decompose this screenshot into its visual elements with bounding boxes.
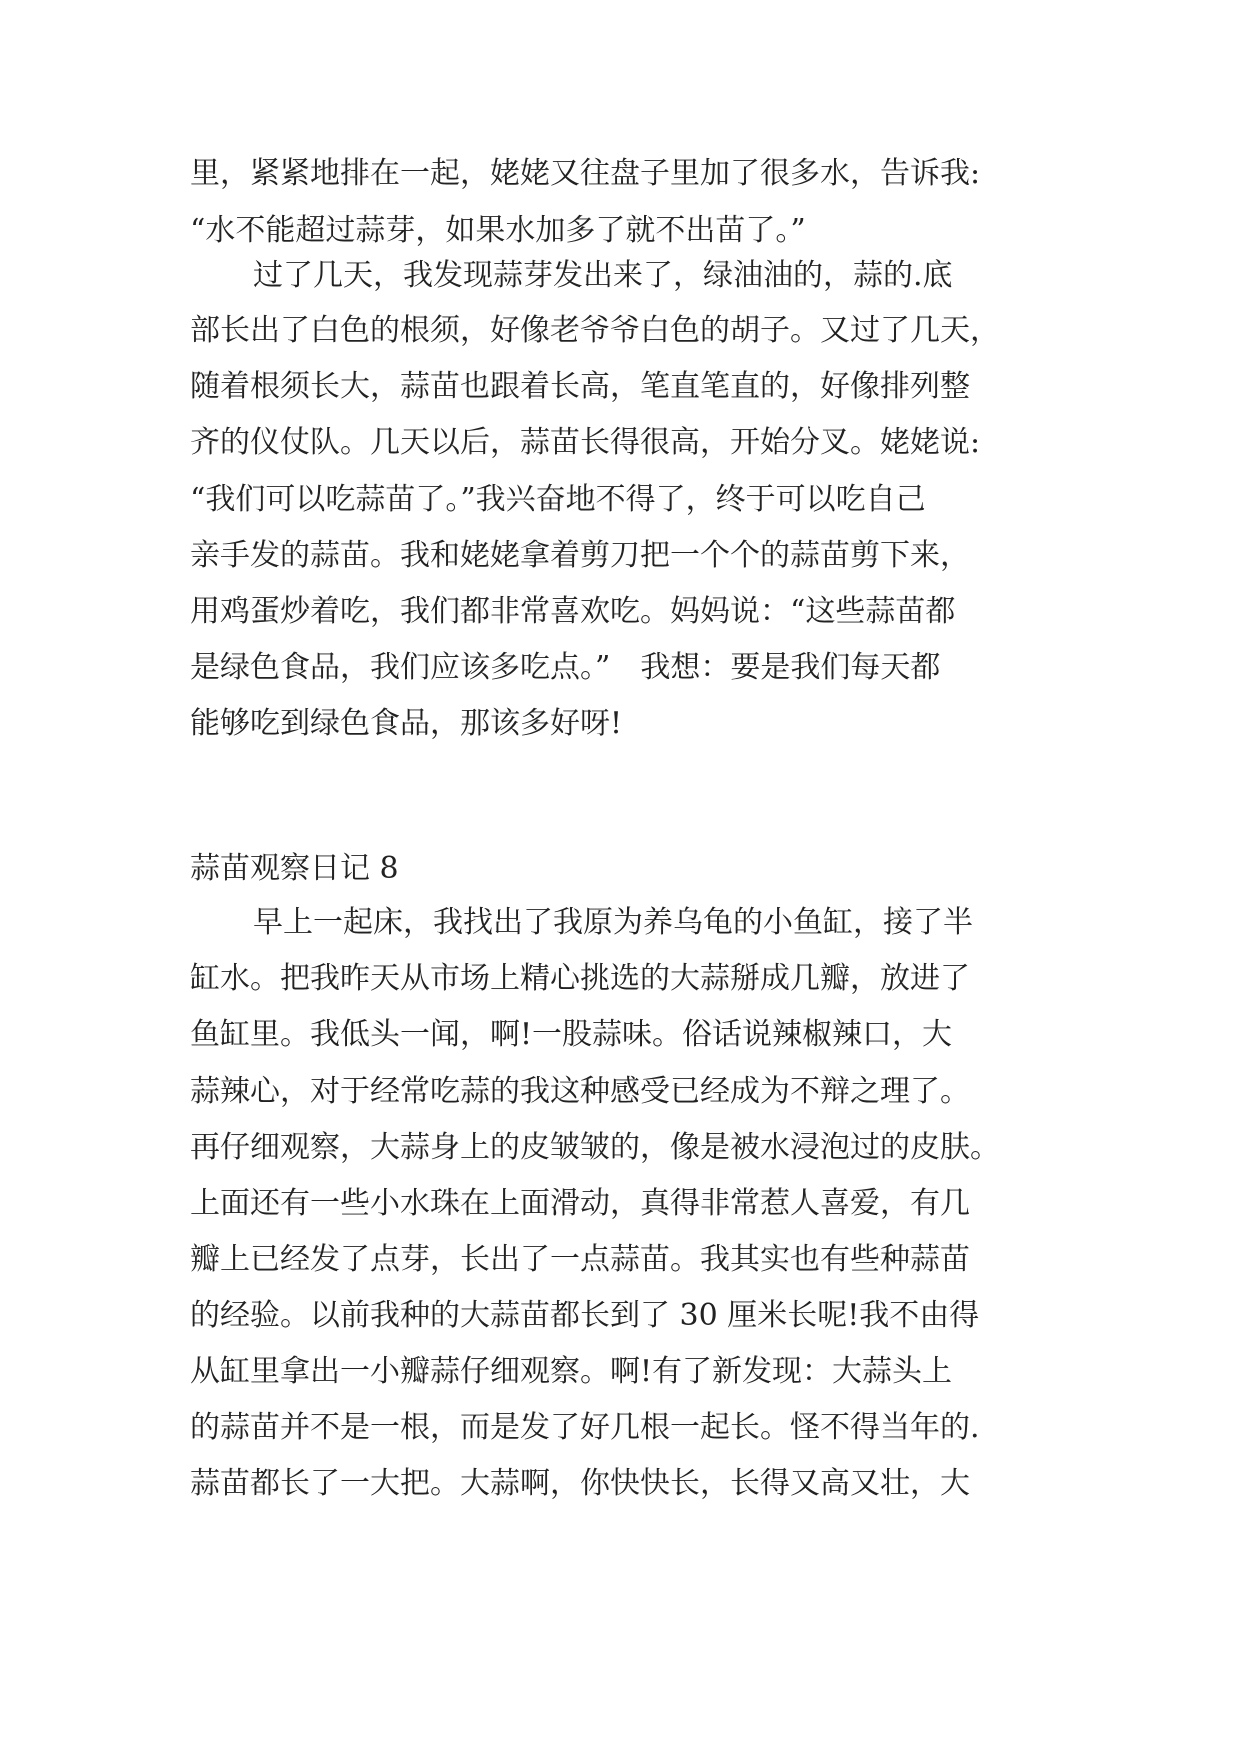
paragraph-line: 的蒜苗并不是一根，而是发了好几根一起长。怪不得当年的. bbox=[190, 1410, 980, 1445]
paragraph-line: 蒜苗都长了一大把。大蒜啊，你快快长，长得又高又壮，大 bbox=[190, 1466, 970, 1501]
paragraph-line: 是绿色食品，我们应该多吃点。” 我想：要是我们每天都 bbox=[190, 650, 941, 685]
paragraph-line: 再仔细观察，大蒜身上的皮皱皱的，像是被水浸泡过的皮肤。 bbox=[190, 1130, 1000, 1165]
paragraph-line: 能够吃到绿色食品，那该多好呀! bbox=[190, 706, 623, 741]
paragraph-line: 里，紧紧地排在一起，姥姥又往盘子里加了很多水，告诉我: bbox=[190, 156, 981, 191]
paragraph-line: 亲手发的蒜苗。我和姥姥拿着剪刀把一个个的蒜苗剪下来， bbox=[190, 538, 970, 573]
paragraph-line: 齐的仪仗队。几天以后，蒜苗长得很高，开始分叉。姥姥说: bbox=[190, 425, 981, 460]
paragraph-line: 蒜辣心，对于经常吃蒜的我这种感受已经成为不辩之理了。 bbox=[190, 1074, 970, 1109]
paragraph-line: 缸水。把我昨天从市场上精心挑选的大蒜掰成几瓣，放进了 bbox=[190, 961, 970, 996]
paragraph-line: “水不能超过蒜芽，如果水加多了就不出苗了。” bbox=[190, 213, 806, 248]
paragraph-line: 用鸡蛋炒着吃，我们都非常喜欢吃。妈妈说：“这些蒜苗都 bbox=[190, 594, 956, 629]
paragraph-line: 瓣上已经发了点芽，长出了一点蒜苗。我其实也有些种蒜苗 bbox=[190, 1242, 970, 1277]
paragraph-line: 部长出了白色的根须，好像老爷爷白色的胡子。又过了几天， bbox=[190, 313, 1000, 348]
paragraph-line: 的经验。以前我种的大蒜苗都长到了 30 厘米长呢!我不由得 bbox=[190, 1298, 980, 1333]
paragraph-line: 从缸里拿出一小瓣蒜仔细观察。啊!有了新发现：大蒜头上 bbox=[190, 1354, 953, 1389]
paragraph-line: 随着根须长大，蒜苗也跟着长高，笔直笔直的，好像排列整 bbox=[190, 369, 970, 404]
paragraph-line: 鱼缸里。我低头一闻，啊!一股蒜味。俗话说辣椒辣口，大 bbox=[190, 1017, 953, 1052]
paragraph-line: 上面还有一些小水珠在上面滑动，真得非常惹人喜爱，有几 bbox=[190, 1186, 970, 1221]
paragraph-line: “我们可以吃蒜苗了。”我兴奋地不得了，终于可以吃自己 bbox=[190, 482, 926, 517]
paragraph-line: 过了几天，我发现蒜芽发出来了，绿油油的，蒜的.底 bbox=[253, 258, 953, 293]
paragraph-line: 早上一起床，我找出了我原为养乌龟的小鱼缸，接了半 bbox=[253, 905, 973, 940]
section-title: 蒜苗观察日记 8 bbox=[190, 851, 399, 886]
